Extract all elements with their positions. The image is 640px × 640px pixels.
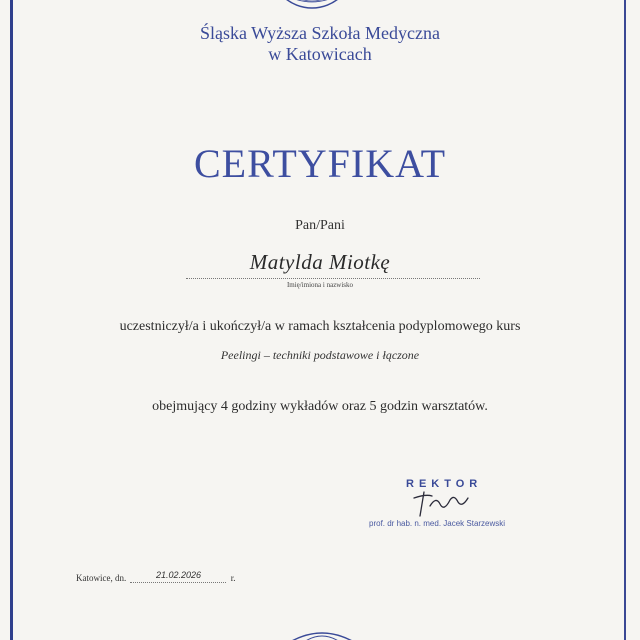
name-caption: Imię/imiona i nazwisko xyxy=(286,281,354,289)
signatory-name: prof. dr hab. n. med. Jacek Starzewski xyxy=(369,519,506,528)
decorative-emblem-bottom xyxy=(282,628,362,640)
certificate-title: CERTYFIKAT xyxy=(193,141,447,186)
course-name: Peelingi – techniki podstawowe i łączone xyxy=(220,348,420,362)
salutation: Pan/Pani xyxy=(295,218,345,233)
handwritten-signature xyxy=(410,486,470,522)
issue-date: 21.02.2026 xyxy=(155,570,201,580)
completion-statement: uczestniczył/a i ukończył/a w ramach kształcenia podyplomowego kurs xyxy=(119,319,521,334)
signatory-title: REKTOR xyxy=(406,478,483,490)
name-underline xyxy=(186,278,480,279)
university-seal-top xyxy=(252,0,372,10)
institution-city: w Katowicach xyxy=(268,44,372,64)
issue-date-suffix: r. xyxy=(230,573,236,583)
recipient-name: Matylda Miotkę xyxy=(249,250,391,274)
issue-date-field xyxy=(130,570,226,583)
issue-place-label: Katowice, dn. xyxy=(76,573,127,583)
issue-place-date xyxy=(76,570,236,583)
course-hours: obejmujący 4 godziny wykładów oraz 5 godzin warsztatów. xyxy=(152,399,488,414)
institution-name: Śląska Wyższa Szkoła Medyczna xyxy=(199,23,440,43)
